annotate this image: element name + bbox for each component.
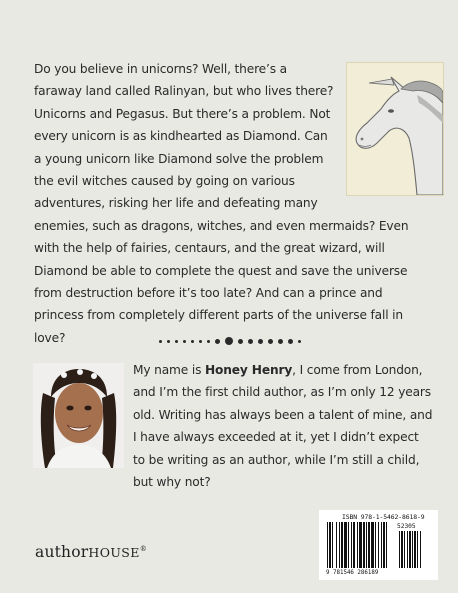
barcode-digits: 9 781546 286189: [326, 570, 379, 576]
barcode-bar: [375, 522, 376, 568]
barcode-bar: [359, 522, 362, 568]
unicorn-illustration: [346, 62, 444, 196]
barcode-bar: [368, 522, 370, 568]
barcode-addon-bar: [420, 531, 421, 568]
barcode-bar: [353, 522, 355, 568]
barcode-bar: [357, 522, 358, 568]
barcode-addon-bar: [414, 531, 416, 568]
barcode-bar: [344, 522, 347, 568]
barcode-bar: [381, 522, 382, 568]
author-bio-intro: My name is: [133, 363, 205, 377]
barcode-addon-bar: [417, 531, 418, 568]
barcode-bar: [327, 522, 328, 568]
blurb-text: Do you believe in unicorns? Well, there’s a faraway land called Ralinyan, but who lives there? Unicorns and Pegasus. But there’s a problem. Not every unicorn is as kindhearted as Diamond. Can a young unicorn like Diamond solve the problem the evil witches caused by going on various adventures, risking her life and defeating many enemies, such as dragons, witches, and even mermaids? Even with the help of fairies, centaurs, and the great wizard, will Diamond be able to complete the quest and save the universe from destruction before it’s too late? And can a prince and princess from completely different parts of the universe fall in love?: [34, 62, 409, 345]
author-name: Honey Henry: [205, 363, 293, 377]
isbn-barcode: [319, 510, 438, 580]
barcode-bar: [339, 522, 340, 568]
barcode-bars: [323, 522, 435, 570]
author-photo: [33, 363, 124, 468]
barcode-bar: [378, 522, 379, 568]
isbn-label: ISBN 978-1-5462-8618-9: [342, 513, 425, 521]
author-bio: [133, 359, 433, 493]
barcode-bar: [386, 522, 387, 568]
barcode-bar: [363, 522, 365, 568]
publisher-logo-prefix: author: [35, 543, 89, 561]
barcode-bar: [366, 522, 367, 568]
barcode-addon-bar: [409, 531, 411, 568]
barcode-bar: [336, 522, 337, 568]
barcode-addon-bar: [407, 531, 408, 568]
dot-ornament-divider: [130, 336, 330, 346]
barcode-bar: [341, 522, 343, 568]
barcode-bar: [383, 522, 385, 568]
barcode-bar: [332, 522, 333, 568]
back-cover-blurb: [34, 58, 434, 349]
barcode-bar: [329, 522, 331, 568]
barcode-addon-bar: [399, 531, 400, 568]
barcode-addon-bar: [401, 531, 403, 568]
unicorn-head-icon: [347, 63, 443, 195]
barcode-bar: [351, 522, 352, 568]
price-code: 52305: [397, 523, 416, 530]
barcode-bar: [371, 522, 374, 568]
barcode-addon-bar: [412, 531, 413, 568]
author-bio-text: , I come from London, and I’m the first child author, as I’m only 12 years old. Writing has always been a talent of mine, and I have always exceeded at it, yet I didn’t expect to be writing as an author, while I’m still a child, but why not?: [133, 363, 433, 490]
publisher-logo: [35, 543, 147, 561]
publisher-logo-suffix: HOUSE: [88, 545, 140, 560]
barcode-addon-bar: [404, 531, 405, 568]
publisher-logo-registered: ®: [139, 544, 147, 553]
barcode-bar: [348, 522, 349, 568]
